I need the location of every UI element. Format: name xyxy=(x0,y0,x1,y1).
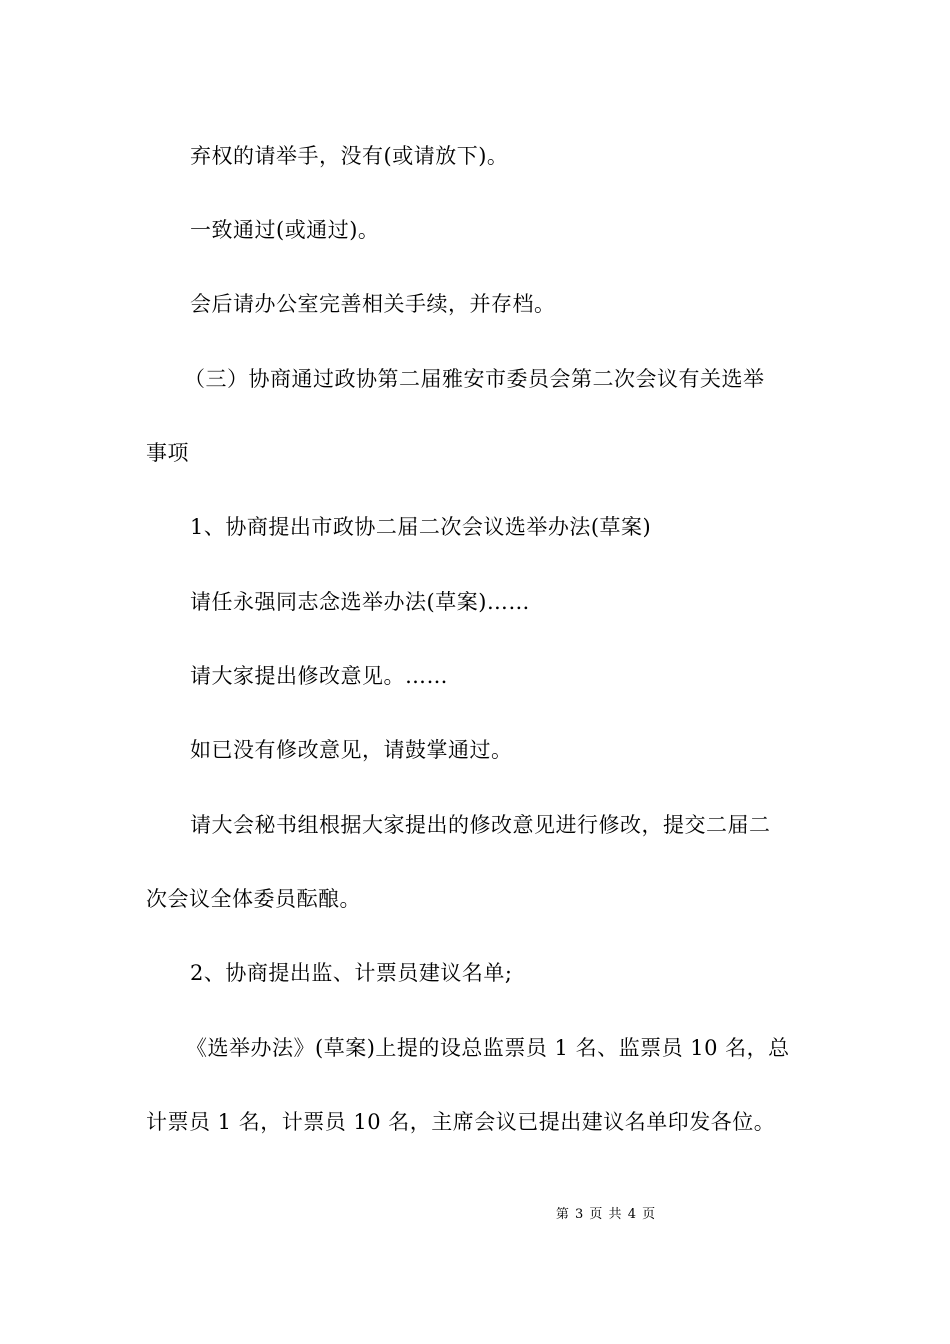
paragraph-line: 次会议全体委员酝酿。 xyxy=(146,887,361,911)
paragraph-line: 《选举办法》(草案)上提的设总监票员 1 名、监票员 10 名，总 xyxy=(186,1036,790,1060)
page-footer xyxy=(0,1206,950,1224)
paragraph-line: 请任永强同志念选举办法(草案)…… xyxy=(190,590,530,614)
paragraph-line: 如已没有修改意见，请鼓掌通过。 xyxy=(190,738,513,762)
paragraph-line: 弃权的请举手，没有(或请放下)。 xyxy=(190,144,509,168)
subsection-heading: 1、协商提出市政协二届二次会议选举办法(草案) xyxy=(190,515,652,539)
paragraph-line: 计票员 1 名，计票员 10 名，主席会议已提出建议名单印发各位。 xyxy=(146,1110,776,1134)
paragraph-line: 一致通过(或通过)。 xyxy=(190,218,380,242)
paragraph-line: 请大家提出修改意见。…… xyxy=(190,664,448,688)
page-number: 第 3 页 共 4 页 xyxy=(555,1207,657,1222)
subsection-heading: 2、协商提出监、计票员建议名单; xyxy=(190,961,513,985)
section-heading: （三）协商通过政协第二届雅安市委员会第二次会议有关选举 xyxy=(184,367,765,391)
paragraph-line: 会后请办公室完善相关手续，并存档。 xyxy=(190,292,556,316)
paragraph-line: 请大会秘书组根据大家提出的修改意见进行修改，提交二届二 xyxy=(190,813,771,837)
paragraph-line: 事项 xyxy=(146,441,189,465)
